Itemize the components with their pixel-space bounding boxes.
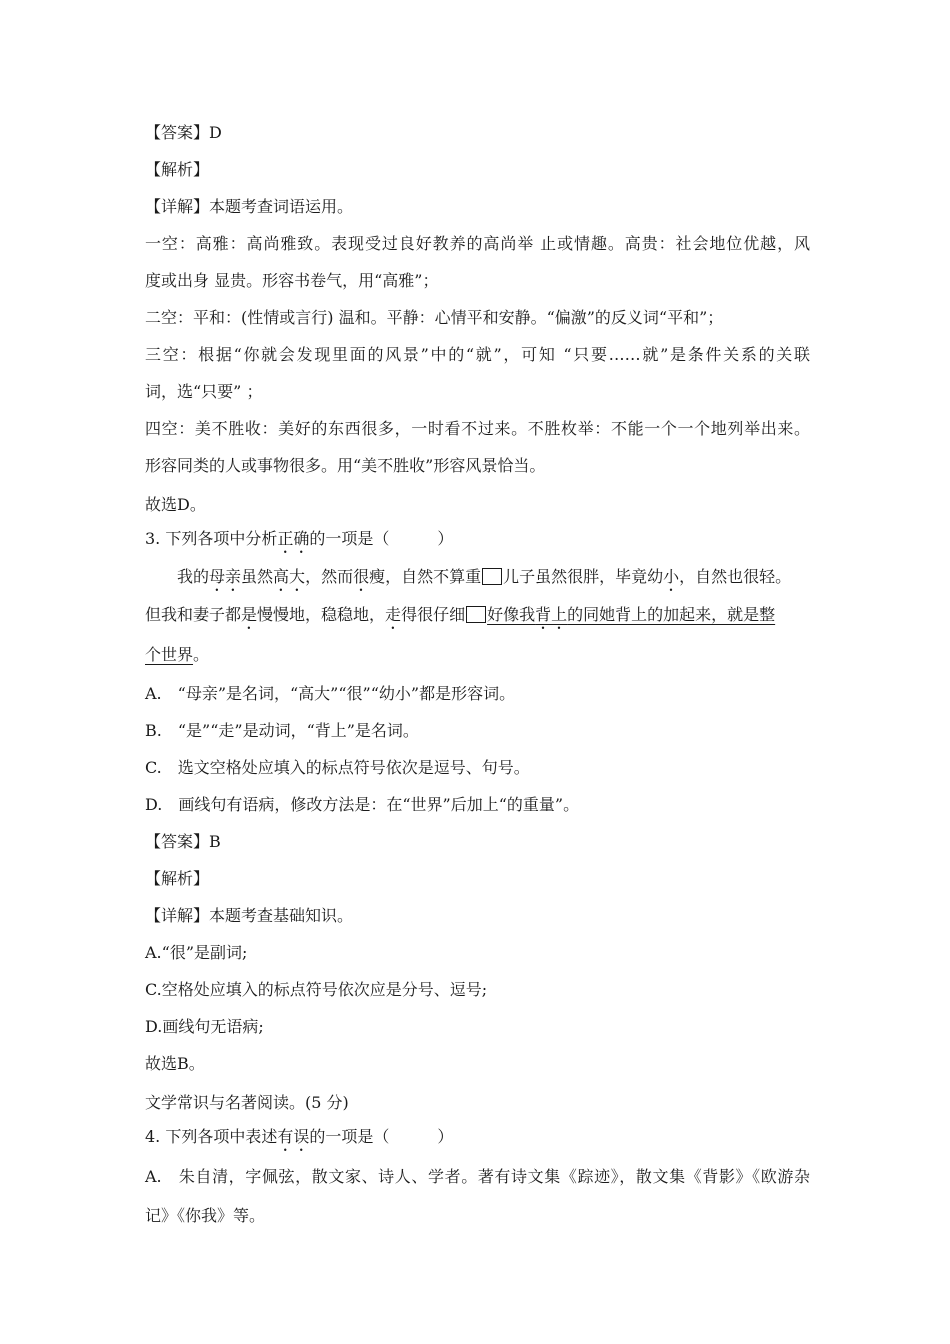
blank4-explanation-cont: 形容同类的人或事物很多。用“美不胜收”形容风景恰当。 — [145, 456, 546, 475]
blank1-explanation: 一空：高雅：高尚雅致。表现受过良好教养的高尚举 止或情趣。高贵：社会地位优越，风 — [145, 234, 810, 253]
analysis-label-2: 【解析】 — [145, 869, 210, 888]
question-3-title: 3. 下列各项中分析正确的一项是（ ） — [145, 529, 454, 548]
option-b: B. “是”“走”是动词，“背上”是名词。 — [145, 721, 419, 740]
underlined-sentence: 好像我背上的同她背上的加起来，就是整 — [487, 605, 776, 624]
answer-label-2: 【答案】B — [145, 832, 221, 851]
explanation-c: C.空格处应填入的标点符号依次应是分号、逗号; — [145, 980, 488, 999]
blank3-explanation: 三空：根据“你就会发现里面的风景”中的“就”，可知 “只要……就”是条件关系的关联 — [145, 345, 810, 364]
option-a: A. “母亲”是名词，“高大”“很”“幼小”都是形容词。 — [145, 684, 516, 703]
answer-label: 【答案】D — [145, 123, 222, 142]
blank3-explanation-cont: 词，选“只要” ； — [145, 382, 263, 401]
choice-conclusion: 故选D。 — [145, 495, 206, 514]
detail-intro-2: 【详解】本题考查基础知识。 — [145, 906, 354, 925]
emphasis-dot-text: 正确 — [277, 529, 310, 548]
emphasis-dot-text-2: 有误 — [277, 1127, 310, 1146]
passage-line-3: 个世界。 — [145, 645, 210, 664]
passage-line-2: 但我和妻子都是慢慢地，稳稳地，走得很仔细 好像我背上的同她背上的加起来，就是整 — [145, 605, 776, 624]
blank-box-2 — [466, 606, 486, 623]
option-c: C. 选文空格处应填入的标点符号依次是逗号、句号。 — [145, 758, 530, 777]
explanation-d: D.画线句无语病; — [145, 1017, 264, 1036]
q4-option-a-cont: 记》《你我》等。 — [145, 1206, 266, 1225]
choice-conclusion-2: 故选B。 — [145, 1054, 205, 1073]
blank1-explanation-cont: 度或出身 显贵。形容书卷气，用“高雅”； — [145, 271, 439, 290]
blank-box-1 — [482, 568, 502, 585]
question-4-title: 4. 下列各项中表述有误的一项是（ ） — [145, 1127, 454, 1146]
underlined-sentence-end: 个世界 — [145, 645, 194, 664]
section-heading: 文学常识与名著阅读。(5 分) — [145, 1093, 349, 1112]
q4-option-a: A. 朱自清，字佩弦，散文家、诗人、学者。著有诗文集《踪迹》，散文集《背影》《欧游杂 — [145, 1167, 810, 1186]
passage-line-1: 我的母亲虽然高大，然而很瘦，自然不算重 儿子虽然很胖，毕竟幼小，自然也很轻。 — [177, 567, 792, 586]
analysis-label: 【解析】 — [145, 160, 210, 179]
explanation-a: A.“很”是副词; — [145, 943, 248, 962]
detail-intro: 【详解】本题考查词语运用。 — [145, 197, 354, 216]
blank4-explanation: 四空：美不胜收：美好的东西很多，一时看不过来。不胜枚举：不能一个一个地列举出来。 — [145, 419, 810, 438]
option-d: D. 画线句有语病，修改方法是：在“世界”后加上“的重量”。 — [145, 795, 580, 814]
blank2-explanation: 二空：平和：(性情或言行) 温和。平静：心情平和安静。“偏激”的反义词“平和”； — [145, 308, 724, 327]
